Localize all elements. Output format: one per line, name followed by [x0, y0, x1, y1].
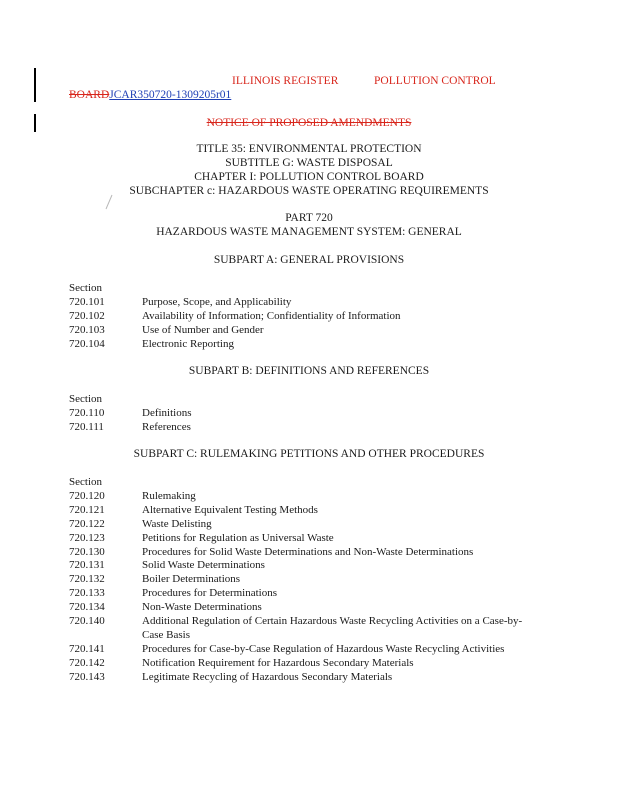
section-title: Availability of Information; Confidentiality of Information — [142, 309, 401, 322]
list-item — [69, 587, 542, 601]
section-title: Electronic Reporting — [142, 337, 234, 350]
section-title: Additional Regulation of Certain Hazardous Waste Recycling Activities on a Case-by-Case Basis — [142, 615, 523, 641]
list-item — [69, 559, 542, 573]
section-number: 720.142 — [69, 656, 105, 669]
subtitle-heading: SUBTITLE G: WASTE DISPOSAL — [225, 157, 393, 169]
section-number: 720.130 — [69, 545, 105, 558]
notice-heading: NOTICE OF PROPOSED AMENDMENTS — [206, 117, 412, 129]
section-label: Section — [69, 476, 102, 488]
section-number: 720.103 — [69, 323, 105, 336]
list-item — [69, 421, 542, 435]
section-title: Solid Waste Determinations — [142, 559, 265, 572]
subpart-heading: SUBPART B: DEFINITIONS AND REFERENCES — [188, 365, 430, 377]
list-item — [69, 490, 542, 504]
section-number: 720.131 — [69, 559, 105, 572]
section-number: 720.140 — [69, 615, 105, 628]
chapter-heading: CHAPTER I: POLLUTION CONTROL BOARD — [194, 171, 424, 183]
section-title: Waste Delisting — [142, 517, 212, 530]
list-item — [69, 643, 542, 657]
list-item — [69, 504, 542, 518]
section-title: References — [142, 420, 191, 433]
list-item — [69, 310, 542, 324]
section-title: Petitions for Regulation as Universal Waste — [142, 531, 334, 544]
section-number: 720.134 — [69, 601, 105, 614]
section-number: 720.104 — [69, 337, 105, 350]
docket-line — [69, 89, 231, 101]
list-item — [69, 532, 542, 546]
section-title: Legitimate Recycling of Hazardous Secondary Materials — [142, 670, 393, 683]
list-item — [69, 518, 542, 532]
section-number: 720.122 — [69, 517, 105, 530]
section-title: Alternative Equivalent Testing Methods — [142, 503, 318, 516]
section-number: 720.121 — [69, 503, 105, 516]
section-number: 720.111 — [69, 420, 104, 433]
section-list — [69, 282, 542, 352]
list-item — [69, 601, 542, 615]
list-item — [69, 296, 542, 310]
section-number: 720.120 — [69, 489, 105, 502]
section-number: 720.141 — [69, 642, 105, 655]
title-heading: TITLE 35: ENVIRONMENTAL PROTECTION — [196, 143, 422, 155]
section-list — [69, 393, 542, 435]
list-item — [69, 573, 542, 587]
section-number: 720.133 — [69, 587, 105, 600]
section-title: Procedures for Solid Waste Determinations and Non-Waste Determinations — [142, 545, 474, 558]
pen-mark-icon — [104, 194, 114, 210]
part-title: HAZARDOUS WASTE MANAGEMENT SYSTEM: GENERAL — [156, 226, 462, 238]
section-title: Non-Waste Determinations — [142, 601, 262, 614]
section-label: Section — [69, 393, 102, 405]
subpart-heading: SUBPART A: GENERAL PROVISIONS — [213, 254, 405, 266]
change-bar — [34, 68, 36, 102]
section-number: 720.110 — [69, 406, 105, 419]
section-number: 720.132 — [69, 573, 105, 586]
section-number: 720.101 — [69, 295, 105, 308]
inserted-text: JCAR350720-1309205r01 — [109, 89, 232, 101]
list-item — [69, 657, 542, 671]
subchapter-heading: SUBCHAPTER c: HAZARDOUS WASTE OPERATING REQUIREMENTS — [129, 185, 489, 197]
subpart-heading: SUBPART C: RULEMAKING PETITIONS AND OTHER PROCEDURES — [133, 448, 485, 460]
section-title: Rulemaking — [142, 489, 196, 502]
register-header: ILLINOIS REGISTER — [232, 75, 339, 87]
list-item — [69, 671, 542, 685]
list-item — [69, 615, 542, 643]
section-title: Procedures for Determinations — [142, 587, 278, 600]
list-item — [69, 407, 542, 421]
section-label: Section — [69, 282, 102, 294]
section-title: Notification Requirement for Hazardous Secondary Materials — [142, 656, 414, 669]
list-item — [69, 338, 542, 352]
section-title: Definitions — [142, 406, 192, 419]
section-number: 720.143 — [69, 670, 105, 683]
section-number: 720.123 — [69, 531, 105, 544]
part-number: PART 720 — [285, 212, 333, 224]
agency-header: POLLUTION CONTROL — [374, 75, 496, 87]
list-item — [69, 546, 542, 560]
list-item — [69, 324, 542, 338]
section-list — [69, 476, 542, 685]
section-number: 720.102 — [69, 309, 105, 322]
section-title: Procedures for Case-by-Case Regulation of Hazardous Waste Recycling Activities — [142, 642, 505, 655]
section-title: Boiler Determinations — [142, 573, 241, 586]
section-title: Use of Number and Gender — [142, 323, 264, 336]
section-title: Purpose, Scope, and Applicability — [142, 295, 292, 308]
deleted-text: BOARD — [69, 89, 110, 101]
